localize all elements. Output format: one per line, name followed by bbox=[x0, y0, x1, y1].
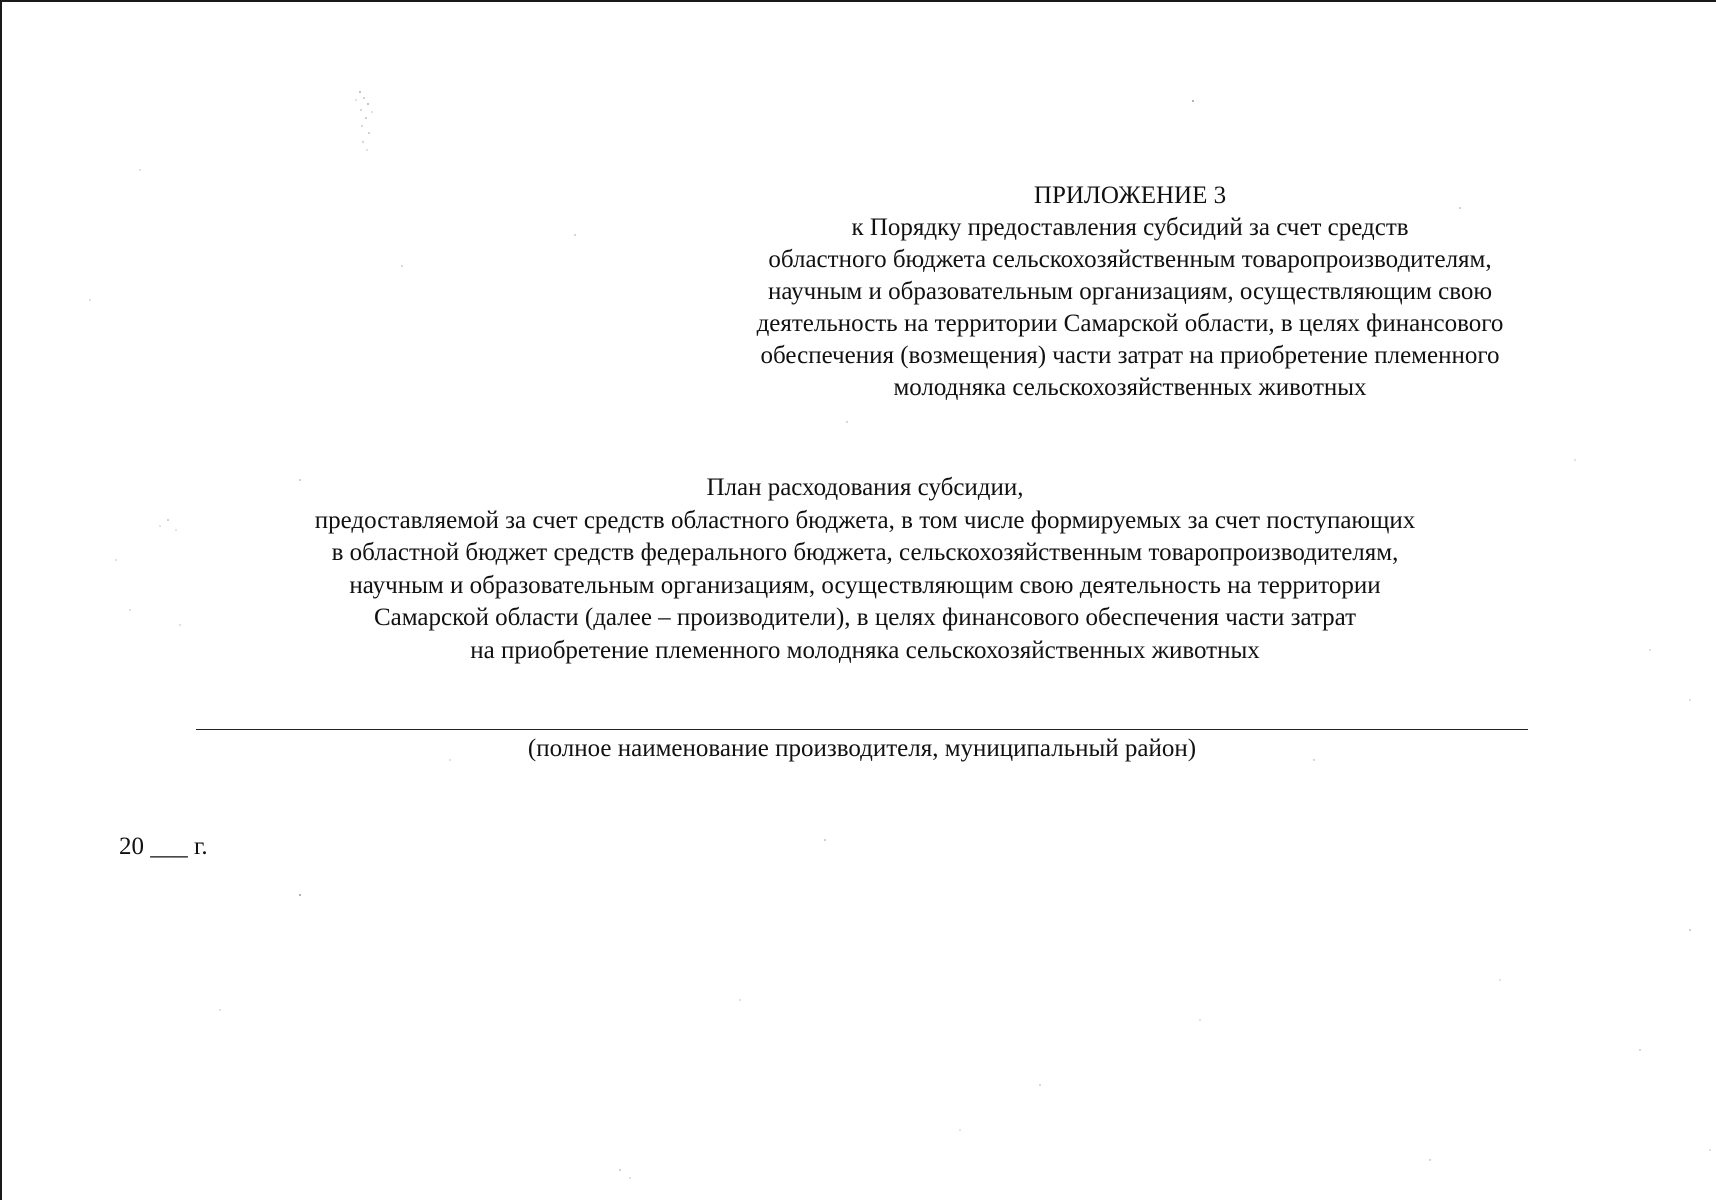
appendix-header bbox=[690, 180, 1570, 404]
plan-line: в областной бюджет средств федерального бюджета, сельскохозяйственным товаропроизводителям, bbox=[331, 539, 1399, 566]
scan-border-left bbox=[0, 0, 2, 1200]
appendix-line: к Порядку предоставления субсидий за счет средств bbox=[851, 214, 1409, 241]
appendix-line: деятельность на территории Самарской области, в целях финансового bbox=[756, 310, 1504, 337]
appendix-line: обеспечения (возмещения) части затрат на приобретение племенного bbox=[760, 342, 1500, 369]
appendix-line: областного бюджета сельскохозяйственным товаропроизводителям, bbox=[768, 246, 1492, 273]
producer-name-line[interactable] bbox=[196, 729, 1528, 730]
plan-heading-block bbox=[150, 472, 1580, 667]
year-field[interactable]: 20 ___ г. bbox=[119, 833, 208, 860]
scan-border-top bbox=[0, 0, 1716, 2]
plan-line: научным и образовательным организациям, осуществляющим свою деятельность на территории bbox=[349, 571, 1381, 599]
appendix-line: молодняка сельскохозяйственных животных bbox=[893, 374, 1367, 401]
appendix-title: ПРИЛОЖЕНИЕ 3 bbox=[1033, 182, 1227, 209]
plan-line: на приобретение племенного молодняка сельскохозяйственных животных bbox=[470, 636, 1260, 664]
plan-line: предоставляемой за счет средств областного бюджета, в том числе формируемых за счет поступающих bbox=[314, 506, 1416, 534]
producer-name-caption: (полное наименование производителя, муниципальный район) bbox=[527, 735, 1197, 762]
appendix-line: научным и образовательным организациям, осуществляющим свою bbox=[767, 278, 1493, 305]
plan-heading: План расходования субсидии, bbox=[706, 474, 1024, 501]
plan-line: Самарской области (далее – производители), в целях финансового обеспечения части затрат bbox=[373, 604, 1357, 631]
